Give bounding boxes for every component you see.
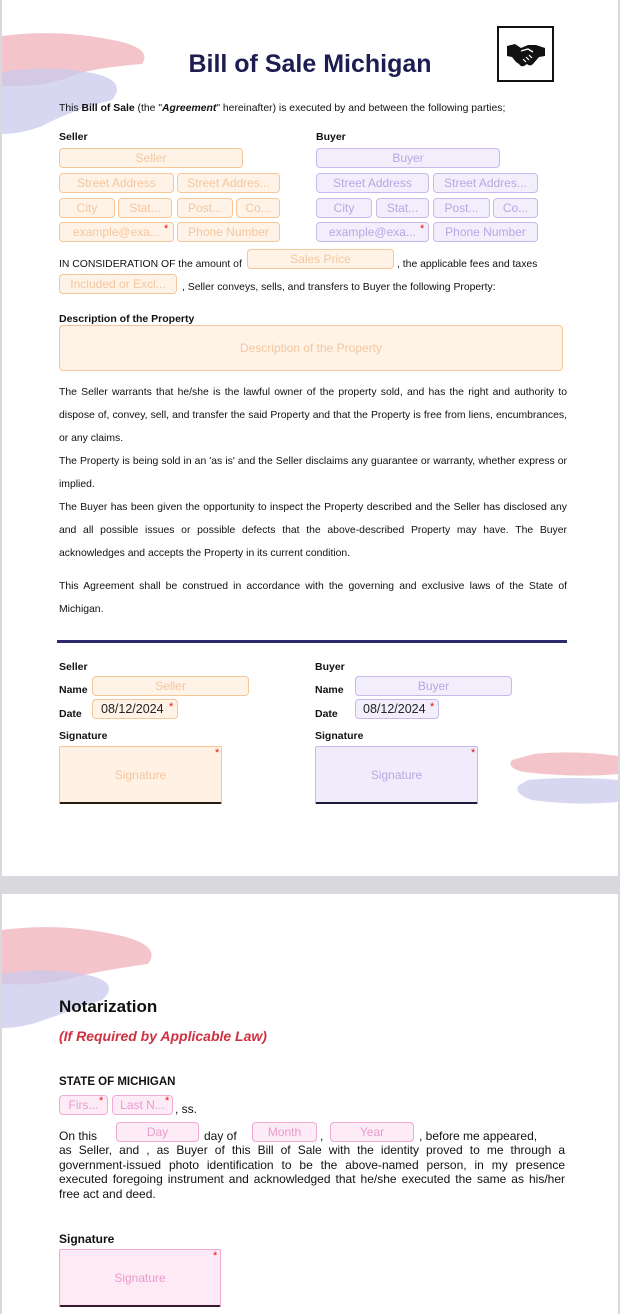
notary-month-input[interactable]: Month [252,1122,317,1142]
seller-name-label: Name [59,684,88,696]
sign-seller-heading: Seller [59,661,88,673]
ss-text: , ss. [175,1102,198,1116]
buyer-country-input[interactable]: Co... [493,198,538,218]
seller-street-address-input[interactable]: Street Address [59,173,174,193]
buyer-date-input[interactable]: 08/12/2024 [355,699,439,719]
governing-law-paragraph: This Agreement shall be construed in accordance with the governing and exclusive laws of the State of Michigan. [59,581,567,615]
buyer-city-input[interactable]: City [316,198,372,218]
notarization-subheading: (If Required by Applicable Law) [59,1028,267,1044]
comma-text: , [320,1129,324,1143]
seller-state-input[interactable]: Stat... [118,198,172,218]
before-me-text: , before me appeared, [419,1129,538,1143]
notary-day-input[interactable]: Day [116,1122,199,1142]
buyer-street-address-2-input[interactable]: Street Addres... [433,173,538,193]
buyer-email-input[interactable]: example@exa... [316,222,429,242]
notary-body-text: as Seller, and , as Buyer of this Bill of Sale with the identity proved to me through a government-issued photo identification to be the above-named person, in my presence executed foregoing instrument and acknowledged that he/she executed the same as his/her free act and deed. [59,1143,565,1201]
buyer-name-label: Name [315,684,344,696]
seller-postal-input[interactable]: Post... [177,198,233,218]
required-mark: * [164,223,169,235]
required-mark: * [420,223,425,235]
description-input[interactable]: Description of the Property [59,325,563,371]
page-title: Bill of Sale Michigan [188,50,432,78]
seller-signature-label: Signature [59,730,108,742]
seller-signature-pad[interactable]: Signature [59,746,222,804]
seller-city-input[interactable]: City [59,198,115,218]
included-excluded-input[interactable]: Included or Excl... [59,274,177,294]
required-mark: * [99,1095,104,1107]
seller-email-input[interactable]: example@exa... [59,222,174,242]
consideration-fees-text: , the applicable fees and taxes [397,259,538,270]
buyer-signature-pad[interactable]: Signature [315,746,478,804]
section-divider [57,640,567,643]
buyer-sign-name-input[interactable]: Buyer [355,676,512,696]
buyer-phone-input[interactable]: Phone Number [433,222,538,242]
day-of-text: day of [204,1129,237,1143]
buyer-signature-label: Signature [315,730,364,742]
page-1 [2,0,618,876]
handshake-logo [497,26,554,82]
required-mark: * [213,1250,218,1262]
buyer-date-label: Date [315,708,338,720]
description-heading: Description of the Property [59,313,195,325]
notary-last-name-input[interactable]: Last N... [112,1095,173,1115]
notary-year-input[interactable]: Year [330,1122,414,1142]
seller-name-input[interactable]: Seller [59,148,243,168]
seller-heading: Seller [59,131,88,143]
page-2 [2,894,618,1314]
brush-decoration [504,750,618,806]
intro-text: This Bill of Sale (the "Agreement" hereinafter) is executed by and between the following parties; [59,103,506,114]
buyer-postal-input[interactable]: Post... [433,198,490,218]
inspection-paragraph: The Buyer has been given the opportunity to inspect the Property described and the Seller has disclosed any and all possible issues or possible defects that the above-described Property may have. The Buyer acknowledges and accepts the Property in its current condition. [59,502,567,559]
sign-buyer-heading: Buyer [315,661,345,673]
warranty-paragraph: The Seller warrants that he/she is the lawful owner of the property sold, and has the right and authority to dispose of, convey, sell, and transfer the said Property and that the Property is free from liens, encumbrances, or any claims. [59,387,567,444]
state-of-michigan: STATE OF MICHIGAN [59,1076,176,1088]
on-this-text: On this [59,1129,98,1143]
seller-sign-name-input[interactable]: Seller [92,676,249,696]
notary-first-name-input[interactable]: Firs... [59,1095,108,1115]
seller-street-address-2-input[interactable]: Street Addres... [177,173,280,193]
required-mark: * [471,747,476,759]
notary-signature-label: Signature [59,1232,115,1246]
seller-date-label: Date [59,708,82,720]
buyer-state-input[interactable]: Stat... [376,198,429,218]
required-mark: * [169,701,174,713]
required-mark: * [215,747,220,759]
required-mark: * [430,701,435,713]
buyer-street-address-input[interactable]: Street Address [316,173,429,193]
notarization-heading: Notarization [59,997,158,1016]
required-mark: * [165,1095,170,1107]
as-is-paragraph: The Property is being sold in an 'as is' and the Seller disclaims any guarantee or warranty, whether express or implied. [59,456,567,490]
brush-decoration [2,28,162,138]
seller-country-input[interactable]: Co... [236,198,280,218]
buyer-heading: Buyer [316,131,346,143]
notary-signature-pad[interactable]: Signature [59,1249,221,1307]
consideration-text: IN CONSIDERATION OF the amount of [59,259,242,270]
seller-phone-input[interactable]: Phone Number [177,222,280,242]
sales-price-input[interactable]: Sales Price [247,249,394,269]
buyer-name-input[interactable]: Buyer [316,148,500,168]
seller-date-input[interactable]: 08/12/2024 [92,699,178,719]
conveys-text: , Seller conveys, sells, and transfers to Buyer the following Property: [182,282,496,293]
handshake-icon [506,40,546,68]
